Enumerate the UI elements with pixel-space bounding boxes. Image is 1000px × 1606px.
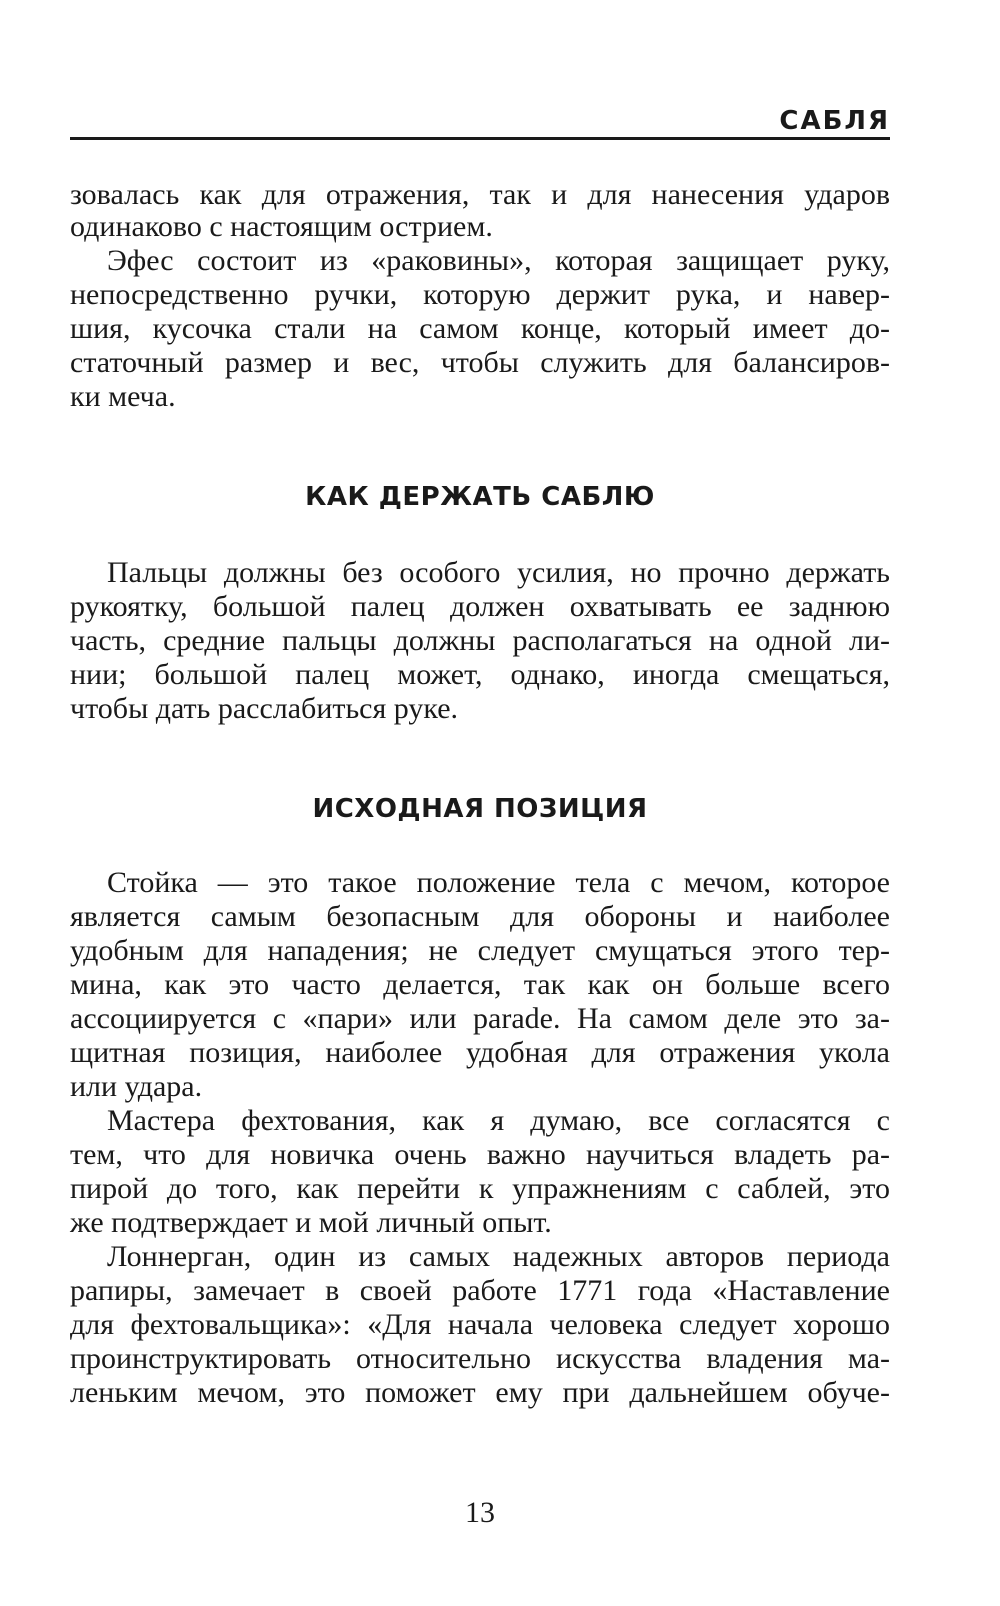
text-line: рапиры, замечает в своей работе 1771 года «Наставление [70,1274,890,1307]
text-line: же подтверждает и мой личный опыт. [70,1206,552,1239]
text-line: ки меча. [70,380,176,413]
section-heading: КАК ДЕРЖАТЬ САБЛЮ [305,482,655,512]
text-line: Мастера фехтования, как я думаю, все согласятся с [107,1104,890,1137]
text-line: щитная позиция, наиболее удобная для отражения укола [70,1036,890,1069]
text-line: чтобы дать расслабиться руке. [70,692,459,725]
text-line: часть, средние пальцы должны располагаться на одной ли- [70,624,890,657]
section-heading: ИСХОДНАЯ ПОЗИЦИЯ [312,794,648,824]
page-number: 13 [465,1496,495,1529]
text-line: или удара. [70,1070,203,1103]
text-line: является самым безопасным для обороны и наиболее [70,900,890,933]
text-line: мина, как это часто делается, так как он больше всего [70,968,890,1001]
text-line: Пальцы должны без особого усилия, но прочно держать [107,556,890,589]
text-line: леньким мечом, это поможет ему при дальнейшем обуче- [70,1376,890,1409]
text-line: Лоннерган, один из самых надежных авторов периода [107,1240,890,1273]
text-line: проинструктировать относительно искусства владения ма- [70,1342,890,1375]
text-line: зовалась как для отражения, так и для нанесения ударов [70,178,890,211]
text-line: удобным для нападения; не следует смущаться этого тер- [70,934,890,967]
text-line: пирой до того, как перейти к упражнениям с саблей, это [70,1172,890,1205]
text-line: нии; большой палец может, однако, иногда смещаться, [70,658,890,691]
text-line: для фехтовальщика»: «Для начала человека следует хорошо [70,1308,890,1341]
text-line: Эфес состоит из «раковины», которая защищает руку, [107,244,890,277]
text-line: тем, что для новичка очень важно научиться владеть ра- [70,1138,890,1171]
running-title: САБЛЯ [779,106,890,136]
text-line: Стойка — это такое положение тела с мечом, которое [107,866,890,899]
text-line: непосредственно ручки, которую держит рука, и навер- [70,278,890,311]
text-line: одинаково с настоящим острием. [70,210,493,243]
header-rule [70,137,890,140]
text-line: шия, кусочка стали на самом конце, который имеет до- [70,312,890,345]
text-line: рукоятку, большой палец должен охватывать ее заднюю [70,590,890,623]
text-line: ассоциируется с «пари» или parade. На самом деле это за- [70,1002,890,1035]
text-line: статочный размер и вес, чтобы служить для балансиров- [70,346,890,379]
